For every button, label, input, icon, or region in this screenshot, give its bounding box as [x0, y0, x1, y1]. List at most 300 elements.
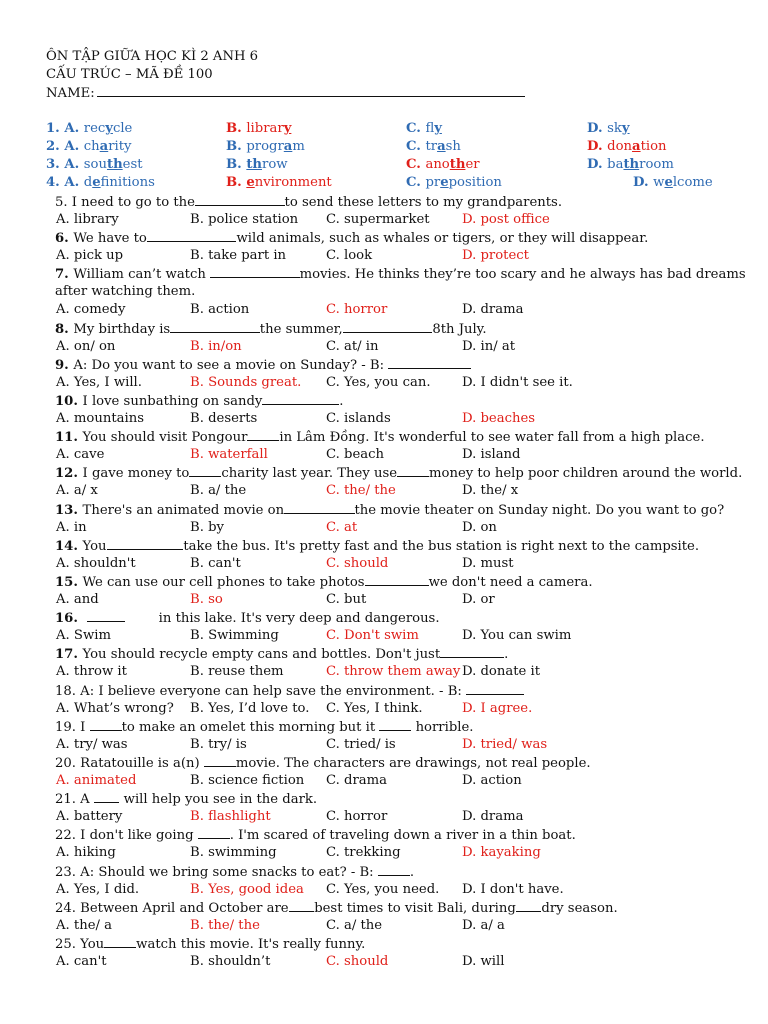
- question-text: charity last year. They use: [221, 466, 398, 482]
- question-text: horrible.: [411, 719, 474, 735]
- pron-word-part: ch: [83, 139, 100, 154]
- options-row: [0, 917, 768, 935]
- answer-option[interactable]: A. battery: [56, 809, 123, 825]
- question-text: the summer,: [259, 321, 343, 337]
- answer-blank[interactable]: [147, 229, 237, 242]
- pron-word-part: tr: [425, 139, 438, 154]
- answer-option[interactable]: D. I don't have.: [462, 881, 564, 897]
- question-text: I love sunbathing on sandy: [82, 394, 263, 409]
- question-text: William can’t watch: [73, 267, 211, 283]
- pron-option-letter: B.: [226, 157, 247, 172]
- name-label: NAME:: [46, 86, 95, 101]
- answer-option[interactable]: D. protect: [462, 248, 529, 264]
- pron-option[interactable]: [226, 156, 288, 174]
- question-text: .: [339, 394, 344, 409]
- answer-option[interactable]: C. Yes, you need.: [326, 881, 440, 897]
- pron-row: [0, 174, 768, 192]
- options-row: [0, 844, 768, 862]
- question-text: We can use our cell phones to take photos: [82, 575, 365, 590]
- answer-option[interactable]: D. donate it: [462, 664, 541, 680]
- question-stem-continued: after watching them.: [55, 284, 196, 300]
- answer-blank[interactable]: [365, 573, 429, 586]
- answer-option[interactable]: C. the/ the: [326, 483, 396, 499]
- question-number: 21.: [55, 792, 81, 808]
- question-text: .: [409, 864, 415, 880]
- options-row: [0, 410, 768, 428]
- pron-row: [0, 156, 768, 174]
- pron-option[interactable]: [226, 120, 291, 138]
- answer-option[interactable]: A. animated: [56, 773, 137, 788]
- answer-option[interactable]: A. comedy: [56, 302, 126, 318]
- question-stem: [55, 193, 562, 212]
- answer-option[interactable]: A. shouldn't: [56, 555, 136, 571]
- question-text: the movie theater on Sunday night. Do you want to go?: [354, 502, 725, 518]
- pron-number: 2.: [46, 139, 65, 154]
- pron-word-part: finitions: [100, 175, 155, 190]
- answer-option[interactable]: B. waterfall: [190, 447, 268, 463]
- question-number: 19.: [55, 719, 81, 735]
- options-row: [0, 772, 768, 790]
- question-text: We have to: [73, 231, 147, 247]
- answer-option[interactable]: C. Yes, you can.: [326, 374, 431, 390]
- answer-option[interactable]: D. a/ a: [462, 917, 505, 933]
- question-stem: [55, 356, 471, 375]
- pron-option-letter: A.: [64, 175, 84, 190]
- answer-option[interactable]: D. action: [462, 773, 522, 788]
- answer-blank[interactable]: [170, 320, 260, 333]
- pron-underlined-sound: y: [621, 121, 630, 136]
- question-text: watch this movie. It's really funny.: [136, 937, 366, 952]
- pron-option-letter: C.: [406, 139, 426, 154]
- question-number: 7.: [55, 267, 74, 283]
- answer-option[interactable]: D. island: [462, 447, 521, 463]
- pron-word-part: fl: [425, 121, 435, 136]
- pron-word-part: lcome: [672, 175, 713, 190]
- pron-word-part: sk: [607, 121, 622, 136]
- pron-word-part: pr: [425, 175, 441, 190]
- answer-blank[interactable]: [104, 935, 136, 948]
- question-text: A: Do you want to see a movie on Sunday? - B:: [73, 357, 389, 373]
- answer-blank[interactable]: [94, 790, 120, 803]
- question-number: 14.: [55, 538, 83, 554]
- pron-word-part: rity: [108, 139, 132, 154]
- answer-option[interactable]: D. I agree.: [462, 700, 533, 716]
- pron-option[interactable]: [226, 174, 332, 192]
- answer-option[interactable]: B. police station: [190, 212, 299, 227]
- pron-option[interactable]: [406, 138, 461, 156]
- question-stem: [55, 320, 487, 339]
- question-number: 18.: [55, 683, 81, 699]
- answer-option[interactable]: A. Swim: [56, 628, 111, 644]
- answer-option[interactable]: B. shouldn’t: [190, 954, 271, 969]
- question-text: A: [80, 792, 94, 808]
- pron-option-letter: A.: [64, 157, 84, 172]
- pron-option-letter: B.: [226, 139, 247, 154]
- answer-blank[interactable]: [189, 464, 221, 477]
- answer-option[interactable]: D. drama: [462, 302, 524, 318]
- question-stem: [55, 863, 414, 882]
- answer-option[interactable]: D. or: [462, 592, 495, 607]
- options-row: [0, 519, 768, 537]
- options-row: [0, 663, 768, 681]
- question-text: You: [80, 937, 105, 952]
- answer-option[interactable]: A. and: [56, 592, 99, 607]
- question-number: 15.: [55, 575, 83, 590]
- question-stem: [55, 501, 724, 520]
- answer-option[interactable]: B. swimming: [190, 845, 277, 861]
- options-row: [0, 482, 768, 500]
- question-number: 16.: [55, 611, 83, 627]
- pron-word-part: ba: [607, 157, 624, 172]
- question-text: take the bus. It's pretty fast and the bus station is right next to the campsite.: [183, 538, 700, 554]
- question-number: 23.: [55, 864, 81, 880]
- answer-option[interactable]: C. look: [326, 248, 373, 264]
- pron-option[interactable]: [46, 174, 155, 192]
- question-stem: [55, 229, 648, 248]
- question-text: to make an omelet this morning but it: [121, 719, 380, 735]
- question-number: 8.: [55, 321, 74, 337]
- pron-word-part: d: [83, 175, 93, 190]
- answer-blank[interactable]: [388, 356, 471, 369]
- pron-option[interactable]: [406, 120, 442, 138]
- answer-option[interactable]: C. islands: [326, 411, 391, 426]
- options-row: [0, 374, 768, 392]
- answer-option[interactable]: A. cave: [56, 447, 105, 463]
- answer-option[interactable]: A. the/ a: [56, 917, 113, 933]
- question-stem: [55, 718, 473, 737]
- worksheet-code: CẤU TRÚC – MÃ ĐỀ 100: [46, 67, 213, 82]
- pron-option-letter: A.: [64, 121, 84, 136]
- answer-blank[interactable]: [379, 718, 411, 731]
- options-row: [0, 736, 768, 754]
- question-text: I don't like going: [80, 828, 198, 844]
- answer-option[interactable]: C. Yes, I think.: [326, 700, 423, 716]
- pron-option-letter: D.: [587, 121, 608, 136]
- answer-blank[interactable]: [284, 501, 354, 514]
- pron-row: [0, 138, 768, 156]
- pron-underlined-sound: y: [105, 121, 113, 136]
- answer-blank[interactable]: [247, 428, 279, 441]
- answer-option[interactable]: D. You can swim: [462, 628, 572, 644]
- question-text: I need to go to the: [71, 195, 195, 210]
- pron-option[interactable]: [46, 120, 132, 138]
- question-number: 25.: [55, 937, 81, 952]
- answer-blank[interactable]: [198, 826, 230, 839]
- pron-word-part: don: [607, 139, 633, 154]
- question-number: 12.: [55, 466, 83, 482]
- answer-option[interactable]: D. will: [462, 954, 505, 969]
- pron-underlined-sound: e: [246, 175, 255, 190]
- answer-option[interactable]: A. pick up: [56, 248, 124, 264]
- question-text: . I'm scared of traveling down a river in a thin boat.: [229, 828, 576, 844]
- answer-option[interactable]: B. action: [190, 302, 250, 318]
- answer-option[interactable]: C. should: [326, 555, 389, 571]
- pron-underlined-sound: e: [440, 175, 449, 190]
- options-row: [0, 555, 768, 573]
- question-number: 10.: [55, 394, 83, 409]
- answer-option[interactable]: A. on/ on: [56, 338, 116, 354]
- pron-underlined-sound: y: [283, 121, 292, 136]
- question-stem: [55, 754, 591, 773]
- pron-option-letter: D.: [587, 157, 608, 172]
- answer-option[interactable]: A. a/ x: [56, 483, 98, 499]
- question-text: will help you see in the dark.: [119, 792, 318, 808]
- question-text: Ratatouille is a(n): [80, 756, 204, 771]
- options-row: [0, 446, 768, 464]
- pron-underlined-sound: th: [449, 157, 466, 172]
- answer-option[interactable]: C. a/ the: [326, 917, 383, 933]
- question-text: My birthday is: [73, 321, 171, 337]
- options-row: [0, 211, 768, 229]
- answer-option[interactable]: C. should: [326, 954, 389, 969]
- answer-option[interactable]: D. I didn't see it.: [462, 374, 573, 390]
- question-stem: [55, 899, 618, 918]
- pron-word-part: cle: [112, 121, 133, 136]
- pron-row: [0, 120, 768, 138]
- answer-blank[interactable]: [87, 609, 125, 622]
- answer-blank[interactable]: [516, 899, 542, 912]
- question-text: A: I believe everyone can help save the environment. - B:: [80, 683, 467, 699]
- answer-option[interactable]: B. deserts: [190, 411, 258, 426]
- name-field[interactable]: [46, 84, 525, 103]
- question-text: movie. The characters are drawings, not real people.: [235, 756, 591, 771]
- pron-option[interactable]: [406, 174, 502, 192]
- question-text: .: [504, 647, 509, 663]
- answer-option[interactable]: C. throw them away: [326, 664, 461, 680]
- answer-option[interactable]: C. but: [326, 592, 367, 607]
- pron-word-part: room: [639, 157, 674, 172]
- answer-option[interactable]: C. tried/ is: [326, 736, 396, 752]
- question-stem: [55, 428, 705, 447]
- answer-option[interactable]: B. so: [190, 592, 223, 607]
- question-text: in this lake. It's very deep and dangerous.: [125, 611, 440, 627]
- options-row: [0, 627, 768, 645]
- answer-option[interactable]: A. library: [56, 212, 119, 227]
- question-text: in Lâm Đồng. It's wonderful to see water fall from a high place.: [279, 430, 705, 446]
- question-stem: [55, 464, 742, 483]
- options-row: [0, 953, 768, 971]
- answer-option[interactable]: B. Yes, I’d love to.: [190, 700, 310, 716]
- pron-word-part: sou: [83, 157, 107, 172]
- answer-option[interactable]: B. flashlight: [190, 809, 271, 825]
- options-row: [0, 591, 768, 609]
- answer-option[interactable]: A. can't: [56, 954, 107, 969]
- answer-option[interactable]: A. Yes, I did.: [56, 881, 140, 897]
- pron-underlined-sound: y: [434, 121, 442, 136]
- pron-option[interactable]: [226, 138, 305, 156]
- question-text: Between April and October are: [80, 900, 289, 916]
- answer-option[interactable]: B. Yes, good idea: [190, 881, 304, 897]
- pron-number: 1.: [46, 121, 65, 136]
- answer-blank[interactable]: [262, 392, 339, 405]
- name-blank[interactable]: [97, 84, 525, 97]
- answer-option[interactable]: D. kayaking: [462, 845, 541, 861]
- question-stem: [55, 826, 576, 845]
- options-row: [0, 881, 768, 899]
- answer-blank[interactable]: [440, 645, 504, 658]
- answer-blank[interactable]: [204, 754, 236, 767]
- pron-word-part: est: [122, 157, 143, 172]
- question-text: to send these letters to my grandparents.: [284, 195, 563, 210]
- pron-number: 3.: [46, 157, 65, 172]
- answer-blank[interactable]: [343, 320, 433, 333]
- answer-option[interactable]: A. throw it: [56, 664, 127, 680]
- answer-option[interactable]: D. beaches: [462, 411, 536, 426]
- question-stem: [55, 537, 699, 556]
- question-stem: [55, 392, 343, 411]
- answer-option[interactable]: A. What’s wrong?: [56, 700, 174, 716]
- question-stem: [55, 573, 593, 592]
- pron-option[interactable]: [633, 174, 713, 192]
- answer-option[interactable]: D. post office: [462, 212, 550, 227]
- answer-blank[interactable]: [107, 537, 184, 550]
- question-stem: [55, 682, 524, 701]
- answer-option[interactable]: C. horror: [326, 302, 388, 318]
- question-text: You should visit Pongour: [82, 430, 248, 446]
- pron-option-letter: C.: [406, 175, 426, 190]
- answer-option[interactable]: B. can't: [190, 555, 241, 571]
- pron-underlined-sound: a: [99, 139, 109, 154]
- answer-option[interactable]: C. Don't swim: [326, 628, 419, 644]
- question-number: 5.: [55, 195, 72, 210]
- question-stem: [55, 935, 365, 954]
- worksheet-title: ÔN TẬP GIỮA HỌC KÌ 2 ANH 6: [46, 49, 259, 64]
- answer-option[interactable]: D. tried/ was: [462, 736, 548, 752]
- pron-option-letter: D.: [633, 175, 654, 190]
- question-stem: [55, 609, 440, 628]
- pron-word-part: librar: [246, 121, 284, 136]
- answer-option[interactable]: D. in/ at: [462, 338, 515, 354]
- answer-option[interactable]: C. trekking: [326, 845, 401, 861]
- pron-option[interactable]: [587, 138, 667, 156]
- answer-option[interactable]: B. science fiction: [190, 773, 305, 788]
- pron-underlined-sound: a: [283, 139, 293, 154]
- answer-option[interactable]: D. on: [462, 519, 497, 535]
- answer-option[interactable]: A. hiking: [56, 845, 116, 861]
- answer-option[interactable]: C. horror: [326, 809, 388, 825]
- answer-option[interactable]: D. the/ x: [462, 483, 519, 499]
- question-text: best times to visit Bali, during: [314, 900, 516, 916]
- answer-option[interactable]: A. try/ was: [56, 736, 128, 752]
- question-text: You: [82, 538, 107, 554]
- pron-option-letter: B.: [226, 121, 247, 136]
- answer-option[interactable]: B. Sounds great.: [190, 374, 302, 390]
- question-text: money to help poor children around the world.: [429, 466, 743, 482]
- pron-word-part: progr: [246, 139, 284, 154]
- pron-option[interactable]: [587, 120, 630, 138]
- question-text: 8th July.: [432, 321, 487, 337]
- answer-option[interactable]: A. in: [56, 519, 87, 535]
- question-text: wild animals, such as whales or tigers, or they will disappear.: [236, 231, 649, 247]
- answer-option[interactable]: A. Yes, I will.: [56, 374, 142, 390]
- pron-option[interactable]: [46, 138, 132, 156]
- pron-option-letter: D.: [587, 139, 608, 154]
- options-row: [0, 338, 768, 356]
- pron-word-part: position: [448, 175, 502, 190]
- answer-blank[interactable]: [378, 863, 410, 876]
- pron-option-letter: C.: [406, 121, 426, 136]
- pron-word-part: m: [292, 139, 305, 154]
- pron-option[interactable]: [587, 156, 674, 174]
- pron-underlined-sound: th: [106, 157, 123, 172]
- answer-option[interactable]: D. must: [462, 555, 514, 571]
- question-number: 22.: [55, 828, 81, 844]
- answer-option[interactable]: B. the/ the: [190, 917, 260, 933]
- answer-option[interactable]: C. at/ in: [326, 338, 379, 354]
- answer-option[interactable]: B. try/ is: [190, 736, 247, 752]
- pron-word-part: ano: [425, 157, 450, 172]
- pron-word-part: nvironment: [254, 175, 332, 190]
- pron-underlined-sound: th: [623, 157, 640, 172]
- options-row: [0, 301, 768, 319]
- options-row: [0, 247, 768, 265]
- answer-option[interactable]: D. drama: [462, 809, 524, 825]
- pron-underlined-sound: e: [92, 175, 101, 190]
- options-row: [0, 700, 768, 718]
- question-text: movies. He thinks they’re too scary and he always has bad dreams: [299, 267, 746, 283]
- answer-option[interactable]: C. supermarket: [326, 212, 430, 227]
- answer-option[interactable]: C. drama: [326, 773, 387, 788]
- pron-option[interactable]: [406, 156, 480, 174]
- question-number: 13.: [55, 502, 83, 518]
- question-text: You should recycle empty cans and bottles. Don't just: [82, 647, 441, 663]
- pron-option[interactable]: [46, 156, 143, 174]
- pron-option-letter: B.: [226, 175, 247, 190]
- question-text: I gave money to: [82, 466, 190, 482]
- answer-option[interactable]: B. Swimming: [190, 628, 279, 644]
- question-text: dry season.: [541, 900, 618, 916]
- answer-option[interactable]: B. a/ the: [190, 483, 247, 499]
- answer-blank[interactable]: [466, 682, 524, 695]
- answer-blank[interactable]: [289, 899, 315, 912]
- pron-underlined-sound: th: [246, 157, 263, 172]
- question-stem: [55, 265, 746, 284]
- answer-option[interactable]: C. at: [326, 519, 358, 535]
- answer-blank[interactable]: [210, 265, 300, 278]
- question-stem: [55, 790, 317, 809]
- answer-option[interactable]: C. beach: [326, 447, 384, 463]
- pron-option-letter: A.: [64, 139, 84, 154]
- question-number: 24.: [55, 900, 81, 916]
- question-number: 9.: [55, 357, 74, 373]
- pron-word-part: tion: [640, 139, 667, 154]
- pron-underlined-sound: a: [632, 139, 641, 154]
- pron-word-part: er: [465, 157, 480, 172]
- question-text: we don't need a camera.: [428, 575, 593, 590]
- question-stem: [55, 645, 508, 664]
- pron-underlined-sound: e: [664, 175, 673, 190]
- answer-option[interactable]: B. by: [190, 519, 224, 535]
- answer-option[interactable]: B. reuse them: [190, 664, 284, 680]
- pron-word-part: sh: [445, 139, 461, 154]
- answer-blank[interactable]: [195, 193, 285, 206]
- pron-underlined-sound: a: [437, 139, 446, 154]
- pron-option-letter: C.: [406, 157, 426, 172]
- question-number: 20.: [55, 756, 81, 771]
- question-number: 17.: [55, 647, 83, 663]
- question-number: 6.: [55, 231, 74, 247]
- answer-option[interactable]: B. in/on: [190, 338, 242, 354]
- question-text: I: [80, 719, 90, 735]
- question-number: 11.: [55, 430, 83, 446]
- answer-option[interactable]: B. take part in: [190, 248, 287, 264]
- answer-option[interactable]: A. mountains: [56, 411, 144, 426]
- answer-blank[interactable]: [90, 718, 122, 731]
- options-row: [0, 808, 768, 826]
- answer-blank[interactable]: [397, 464, 429, 477]
- question-text: There's an animated movie on: [82, 502, 285, 518]
- question-text: A: Should we bring some snacks to eat? - B:: [80, 864, 378, 880]
